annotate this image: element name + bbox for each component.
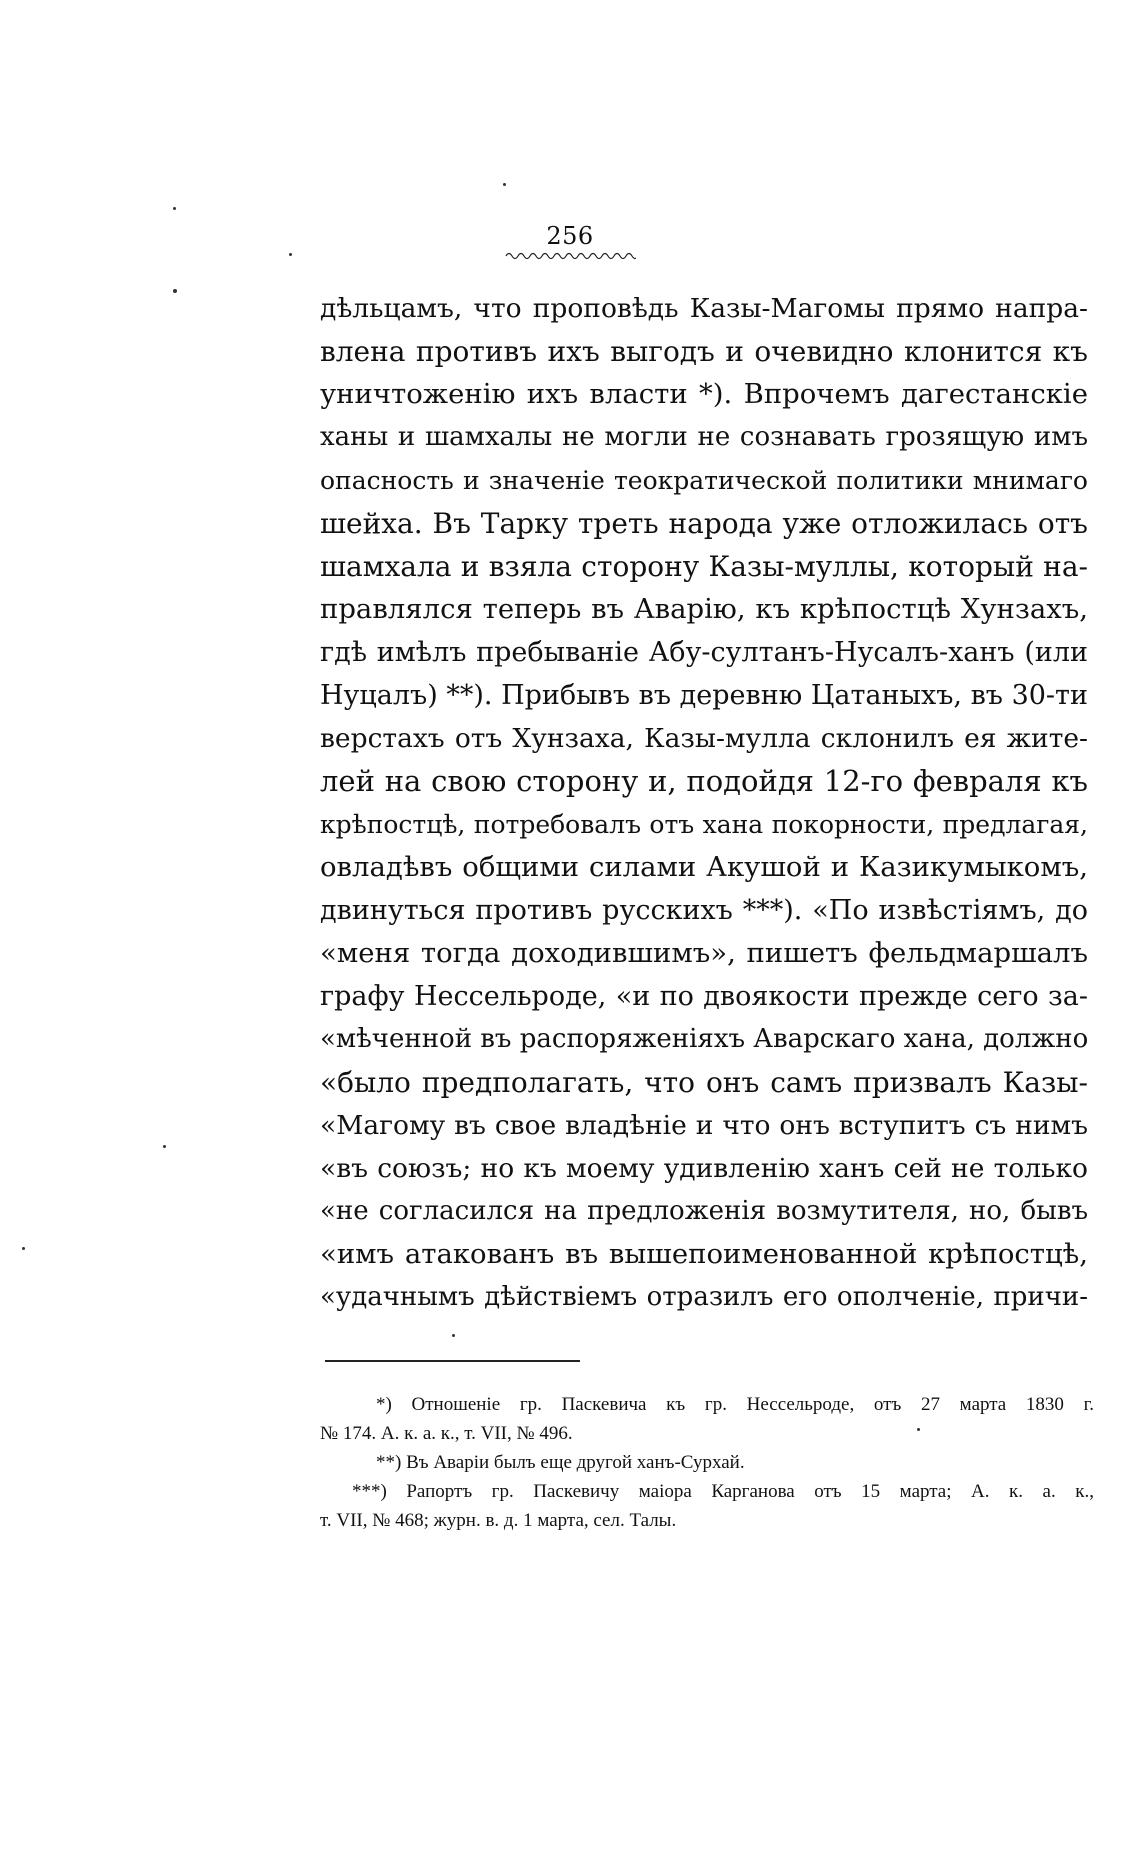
scan-speck [163,1145,166,1148]
text-line: шейха. Въ Тарку треть народа уже отложилась отъ [320,507,1088,540]
text-line: гдѣ имѣлъ пребываніе Абу-султанъ-Нусалъ-ханъ (или [320,637,1088,668]
text-line: «въ союзъ; но къ моему удивленію ханъ сей не только [320,1153,1088,1184]
scan-speck [503,183,506,186]
text-line: двинуться противъ русскихъ ***). «По извѣстіямъ, до [320,895,1088,926]
footnote-line: *) Отношеніе гр. Паскевича къ гр. Нессельроде, отъ 27 марта 1830 г. [376,1394,1094,1415]
main-text [320,287,1088,1319]
text-line: опасность и значеніе теократической политики мнимаго [320,466,1088,495]
scan-speck [173,289,177,293]
scan-speck [917,1428,920,1431]
text-line: «мѣченной въ распоряженіяхъ Аварскаго хана, должно [320,1024,1089,1054]
scan-speck [452,1334,455,1337]
text-line: «меня тогда доходившимъ», пишетъ фельдмаршалъ [320,937,1088,969]
text-line: дѣльцамъ, что проповѣдь Казы-Магомы прямо напра- [320,293,1088,324]
text-line: «Магому въ свое владѣніе и что онъ вступитъ съ нимъ [320,1110,1088,1141]
text-line: «не согласился на предложенія возмутителя, но, бывъ [320,1196,1088,1226]
footnote-line: № 174. А. к. а. к., т. VII, № 496. [320,1423,573,1444]
text-line: уничтоженію ихъ власти *). Впрочемъ дагестанскіе [320,378,1088,410]
text-line: влена противъ ихъ выгодъ и очевидно клонится къ [320,335,1088,368]
text-line: правлялся теперь въ Аварію, къ крѣпостцѣ Хунзахъ, [320,593,1088,625]
page-number-text: 256 [546,222,594,250]
scan-speck [173,207,176,210]
footnote-line: т. VII, № 468; журн. в. д. 1 марта, сел. Талы. [320,1510,677,1531]
footnotes [320,1390,1094,1535]
text-line: графу Нессельроде, «и по двоякости прежде сего за- [320,981,1088,1012]
text-line: лей на свою сторону и, подойдя 12-го февраля къ [320,764,1088,798]
text-line: верстахъ отъ Хунзаха, Казы-мулла склонилъ ея жите- [320,723,1088,754]
text-line: овладѣвъ общими силами Акушой и Казикумыкомъ, [320,851,1088,883]
text-line: «имъ атакованъ въ вышепоименованной крѣпостцѣ, [320,1238,1088,1270]
text-line: Нуцалъ) **). Прибывъ въ деревню Цатаныхъ, въ 30-ти [320,680,1088,711]
text-line: ханы и шамхалы не могли не сознавать грозящую имъ [320,422,1088,452]
scan-speck [289,253,292,256]
text-line: шамхала и взяла сторону Казы-муллы, который на- [320,550,1088,583]
page-number [0,222,1140,262]
text-line: «было предполагать, что онъ самъ призвалъ Казы- [320,1066,1088,1099]
text-line: «удачнымъ дѣйствіемъ отразилъ его ополченіе, причи- [320,1282,1088,1312]
footnote-line: ***) Рапортъ гр. Паскевичу маіора Карганова отъ 15 марта; А. к. а. к., [352,1481,1094,1502]
footnote-separator [325,1360,580,1362]
scan-speck [22,1247,25,1250]
ornament-squiggle-icon [504,250,636,262]
footnote-line: **) Въ Аваріи былъ еще другой ханъ-Сурхай. [376,1452,745,1473]
text-line: крѣпостцѣ, потребовалъ отъ хана покорности, предлагая, [320,810,1088,839]
